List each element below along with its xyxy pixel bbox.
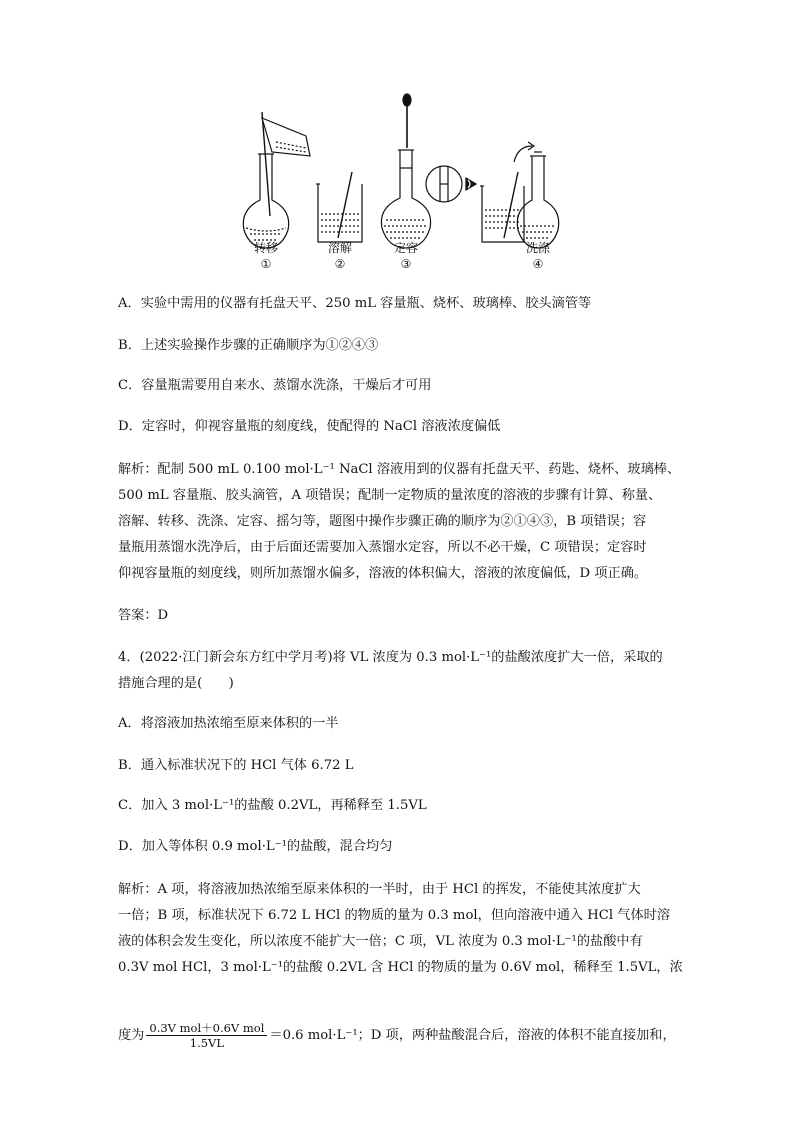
caption-2-label: 溶解 bbox=[327, 241, 353, 255]
transfer-flask-icon bbox=[243, 112, 310, 248]
apparatus-figure bbox=[236, 92, 566, 278]
caption-1-label: 转移 bbox=[253, 241, 279, 255]
fraction-numerator: 0.3V mol＋0.6V mol bbox=[146, 1021, 267, 1036]
q4-option-d: D．加入等体积 0.9 mol·L⁻¹的盐酸，混合均匀 bbox=[118, 839, 393, 854]
q3-answer: 答案：D bbox=[118, 608, 169, 623]
q3-analysis bbox=[118, 460, 688, 590]
q4-analysis-line: 一倍；B 项，标准状况下 6.72 L HCl 的物质的量为 0.3 mol，但向溶液中通入 HCl 气体时溶 bbox=[118, 908, 671, 923]
formula-prefix: 度为 bbox=[118, 1028, 145, 1043]
caption-3-num: ③ bbox=[400, 257, 412, 271]
caption-3-label: 定容 bbox=[393, 241, 419, 255]
q4-analysis-line: 0.3V mol HCl，3 mol·L⁻¹的盐酸 0.2VL 含 HCl 的物质的量为 0.6V mol，稀释至 1.5VL，浓 bbox=[118, 960, 683, 975]
caption-2-num: ② bbox=[334, 257, 346, 271]
caption-1-num: ① bbox=[260, 257, 272, 271]
q4-option-a: A．将溶液加热浓缩至原来体积的一半 bbox=[118, 716, 339, 731]
dissolve-beaker-icon bbox=[316, 172, 362, 242]
q3-analysis-line: 500 mL 容量瓶、胶头滴管，A 项错误；配制一定物质的量浓度的溶液的步骤有计算、称量、 bbox=[118, 488, 662, 503]
q3-analysis-line: 解析：配制 500 mL 0.100 mol·L⁻¹ NaCl 溶液用到的仪器有托盘天平、药匙、烧杯、玻璃棒、 bbox=[118, 462, 681, 477]
q3-option-c: C．容量瓶需要用自来水、蒸馏水洗涤，干燥后才可用 bbox=[118, 378, 432, 393]
q3-analysis-line: 量瓶用蒸馏水洗净后，由于后面还需要加入蒸馏水定容，所以不必干燥，C 项错误；定容时 bbox=[118, 540, 647, 555]
wash-beaker-icon bbox=[480, 172, 524, 242]
q4-analysis bbox=[118, 880, 688, 984]
q3-option-a: A．实验中需用的仪器有托盘天平、250 mL 容量瓶、烧杯、玻璃棒、胶头滴管等 bbox=[118, 296, 592, 311]
q4-option-c: C．加入 3 mol·L⁻¹的盐酸 0.2VL，再稀释至 1.5VL bbox=[118, 798, 427, 813]
q3-option-b: B．上述实验操作步骤的正确顺序为①②④③ bbox=[118, 338, 379, 353]
q4-analysis-line: 液的体积会发生变化，所以浓度不能扩大一倍；C 项，VL 浓度为 0.3 mol·L⁻¹的盐酸中有 bbox=[118, 934, 643, 949]
q3-option-d: D．定容时，仰视容量瓶的刻度线，使配得的 NaCl 溶液浓度偏低 bbox=[118, 419, 501, 434]
formula-suffix: ＝0.6 mol·L⁻¹；D 项，两种盐酸混合后，溶液的体积不能直接加和， bbox=[269, 1028, 676, 1043]
q4-stem-line1: 4．(2022·江门新会东方红中学月考)将 VL 浓度为 0.3 mol·L⁻¹的盐酸浓度扩大一倍，采取的 bbox=[118, 650, 663, 665]
q4-analysis-line: 解析：A 项，将溶液加热浓缩至原来体积的一半时，由于 HCl 的挥发，不能使其浓度扩大 bbox=[118, 882, 641, 897]
caption-4-num: ④ bbox=[532, 257, 544, 271]
q4-stem-line2: 措施合理的是( ) bbox=[118, 676, 234, 691]
wash-flask-icon bbox=[514, 142, 559, 248]
q4-analysis-formula-line bbox=[118, 1016, 688, 1056]
q3-analysis-line: 仰视容量瓶的刻度线，则所加蒸馏水偏多，溶液的体积偏大，溶液的浓度偏低，D 项正确。 bbox=[118, 566, 648, 581]
volume-flask-icon bbox=[381, 94, 476, 248]
q4-option-b: B．通入标准状况下的 HCl 气体 6.72 L bbox=[118, 758, 354, 773]
fraction-denominator: 1.5VL bbox=[189, 1036, 224, 1050]
caption-4-label: 洗涤 bbox=[525, 241, 551, 255]
fraction bbox=[146, 1021, 267, 1050]
q3-analysis-line: 溶解、转移、洗涤、定容、摇匀等，题图中操作步骤正确的顺序为②①④③，B 项错误；容 bbox=[118, 514, 647, 529]
